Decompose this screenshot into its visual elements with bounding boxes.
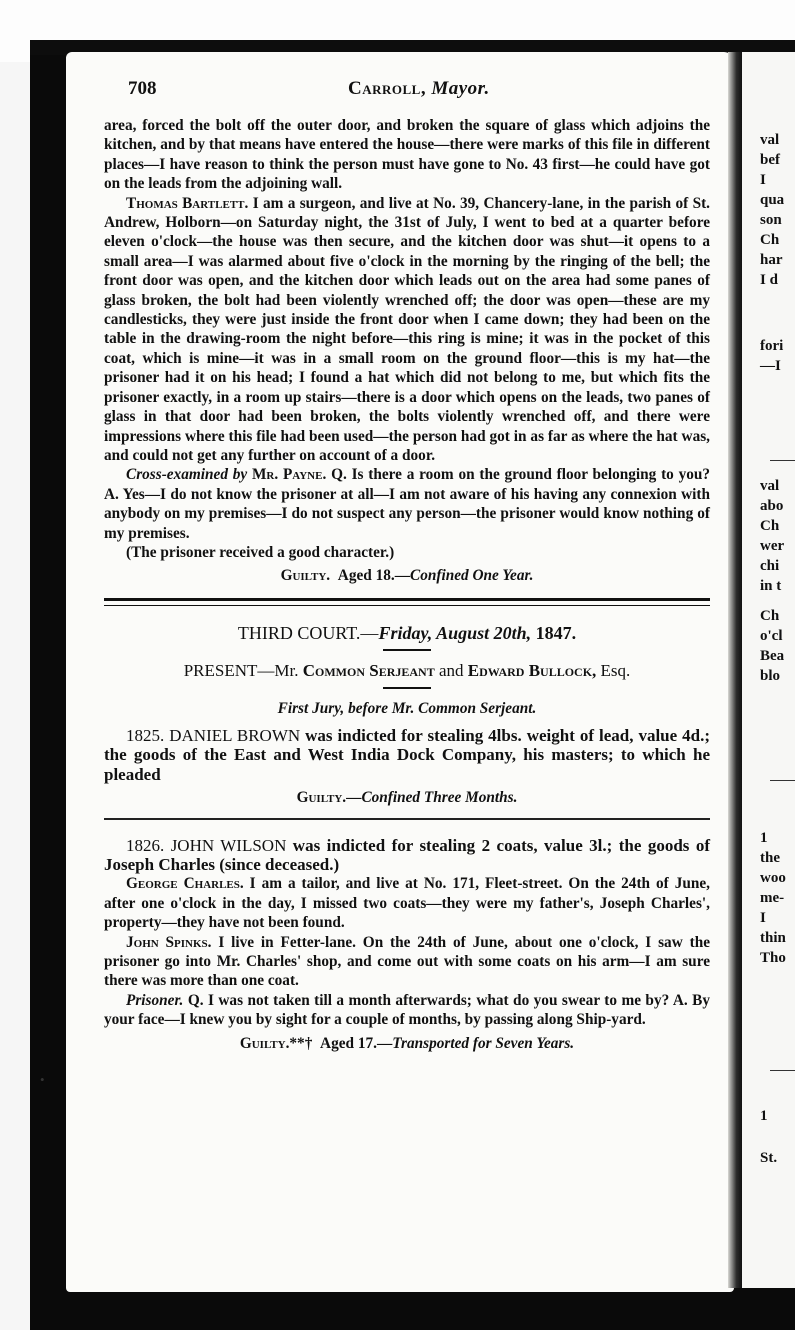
facing-page-fragment: Tho — [760, 950, 786, 966]
testimony-bartlett: Thomas Bartlett. I am a surgeon, and live at No. 39, Chancery-lane, in the parish of St. Andrew, Holborn—on Saturday night, the 31st of July, I went to bed at a quarter before eleven o'clock—the house was then secure, and the kitchen door was shut—it opens to a small area—I was alarmed about five o'clock in the morning by the ringing of the bell; the front door was open, and the kitchen door which leads out on the area had some panes of glass broken, the bolt had been violently wrenched off; the door was open—these are my candlesticks, they were just inside the front door when I came down; they had been on the table in the drawing-room the night before—this ring is mine; it was in the pocket of this coat, which is mine—it was in a small room on the ground floor—this is my hat—the prisoner had it on his head; I found a hat which did not belong to me, but which fits the prisoner exactly, in a room up stairs—there is a door which opens on the leads, two panes of glass in that door had been broken, the bolts violently wrenched off, and there were impressions where this file had been used—the person had got in as far as where the hat was, and could not get any further on account of a door. — [104, 194, 711, 464]
facing-page-fragment: the — [760, 850, 780, 866]
testimony-george-charles: George Charles. I am a tailor, and live at No. 171, Fleet-street. On the 24th of June, after one o'clock in the day, I missed two coats—they were my father's, Joseph Charles', property—they have not been found. — [104, 875, 710, 932]
section-divider — [104, 818, 710, 820]
facing-page-fragment: Bea — [760, 648, 785, 664]
facing-page — [742, 52, 795, 1288]
facing-page-fragment: val — [760, 478, 780, 494]
page-text — [104, 116, 710, 1053]
facing-page-fragment: I — [760, 172, 766, 188]
running-header — [128, 78, 728, 104]
facing-page-rule — [770, 780, 795, 781]
case-1826: 1826. JOHN WILSON was indicted for stealing 2 coats, value 3l.; the goods of Joseph Charles (since deceased.) — [104, 835, 710, 874]
facing-page-rule — [770, 1070, 795, 1071]
book-spine — [30, 55, 68, 1295]
verdict-1823: Guilty. Aged 18.—Confined One Year. — [280, 567, 534, 585]
book-bottom-shadow — [30, 1288, 795, 1330]
facing-page-fragment: qua — [760, 192, 785, 208]
short-rule — [383, 649, 431, 651]
present-line: PRESENT—Mr. Common Serjeant and Edward Bullock, Esq. — [183, 661, 631, 681]
facing-page-fragment: abo — [760, 498, 784, 514]
facing-page-fragment: bef — [760, 152, 780, 168]
facing-page-fragment: 1 — [760, 830, 768, 846]
page-number: 708 — [128, 78, 157, 99]
running-head-title: Carroll, Mayor. — [348, 78, 490, 99]
facing-page-fragment: —I — [760, 358, 781, 374]
facing-page-fragment: Ch — [760, 232, 780, 248]
case-1825: 1825. DANIEL BROWN was indicted for stealing 4lbs. weight of lead, value 4d.; the goods of the East and West India Dock Company, his masters; to which he pleaded — [104, 725, 711, 784]
facing-page-fragment: Ch — [760, 518, 780, 534]
facing-page-fragment: thin — [760, 930, 786, 946]
facing-page-fragment: I d — [760, 272, 778, 288]
facing-page-rule — [770, 460, 795, 461]
prisoner-statement: Prisoner. Q. I was not taken till a month afterwards; what do you swear to me by? A. By your face—I knew you by sight for a couple of months, by passing along Ship-yard. — [104, 991, 710, 1029]
verdict-1825: Guilty.—Confined Three Months. — [296, 789, 518, 807]
paragraph-case-tail: area, forced the bolt off the outer door, and broken the square of glass which adjoins the kitchen, and by that means have entered the house—there were marks of this file in different places—I have reason to think the person must have gone to No. 43 first—he could have got on the leads from the adjoining wall. — [104, 117, 710, 193]
facing-page-fragment: fori — [760, 338, 784, 354]
facing-page-fragment: chi — [760, 558, 780, 574]
facing-page-fragment: Ch — [760, 608, 780, 624]
facing-page-fragment: me- — [760, 890, 785, 906]
facing-page-fragment: St. — [760, 1150, 778, 1166]
facing-page-fragment: 1 — [760, 1108, 768, 1124]
testimony-john-spinks: John Spinks. I live in Fetter-lane. On the 24th of June, about one o'clock, I saw the prisoner go into Mr. Charles' shop, and come out with some coats on his arm—I am sure there was more than one coat. — [104, 933, 710, 990]
court-heading: THIRD COURT.—Friday, August 20th, 1847. — [237, 622, 577, 643]
scan-margin — [0, 0, 30, 1330]
facing-page-fragment: son — [760, 212, 782, 228]
facing-page-fragment: wer — [760, 538, 785, 554]
cross-examination: Cross-examined by Mr. Payne. Q. Is there a room on the ground floor belonging to you? A. Yes—I do not know the prisoner at all—I am not aware of his having any connexion with anybody on my premises—I do not suspect any person—the prisoner would know nothing of my premises. — [104, 466, 711, 542]
facing-page-fragment: woo — [760, 870, 786, 886]
facing-page-fragment: blo — [760, 668, 781, 684]
margin-mark: • — [40, 1072, 45, 1087]
facing-page-fragment: I — [760, 910, 766, 926]
facing-page-fragment: o'cl — [760, 628, 783, 644]
facing-page-fragment: val — [760, 132, 780, 148]
facing-page-fragment: in t — [760, 578, 782, 594]
facing-page-fragment: har — [760, 252, 783, 268]
book-gutter — [728, 52, 742, 1288]
jury-line: First Jury, before Mr. Common Serjeant. — [277, 699, 537, 717]
short-rule — [383, 687, 431, 689]
verdict-1826: Guilty.**† Aged 17.—Transported for Seven Years. — [239, 1034, 575, 1052]
section-divider-double — [104, 598, 710, 606]
character-note: (The prisoner received a good character.) — [126, 543, 395, 561]
